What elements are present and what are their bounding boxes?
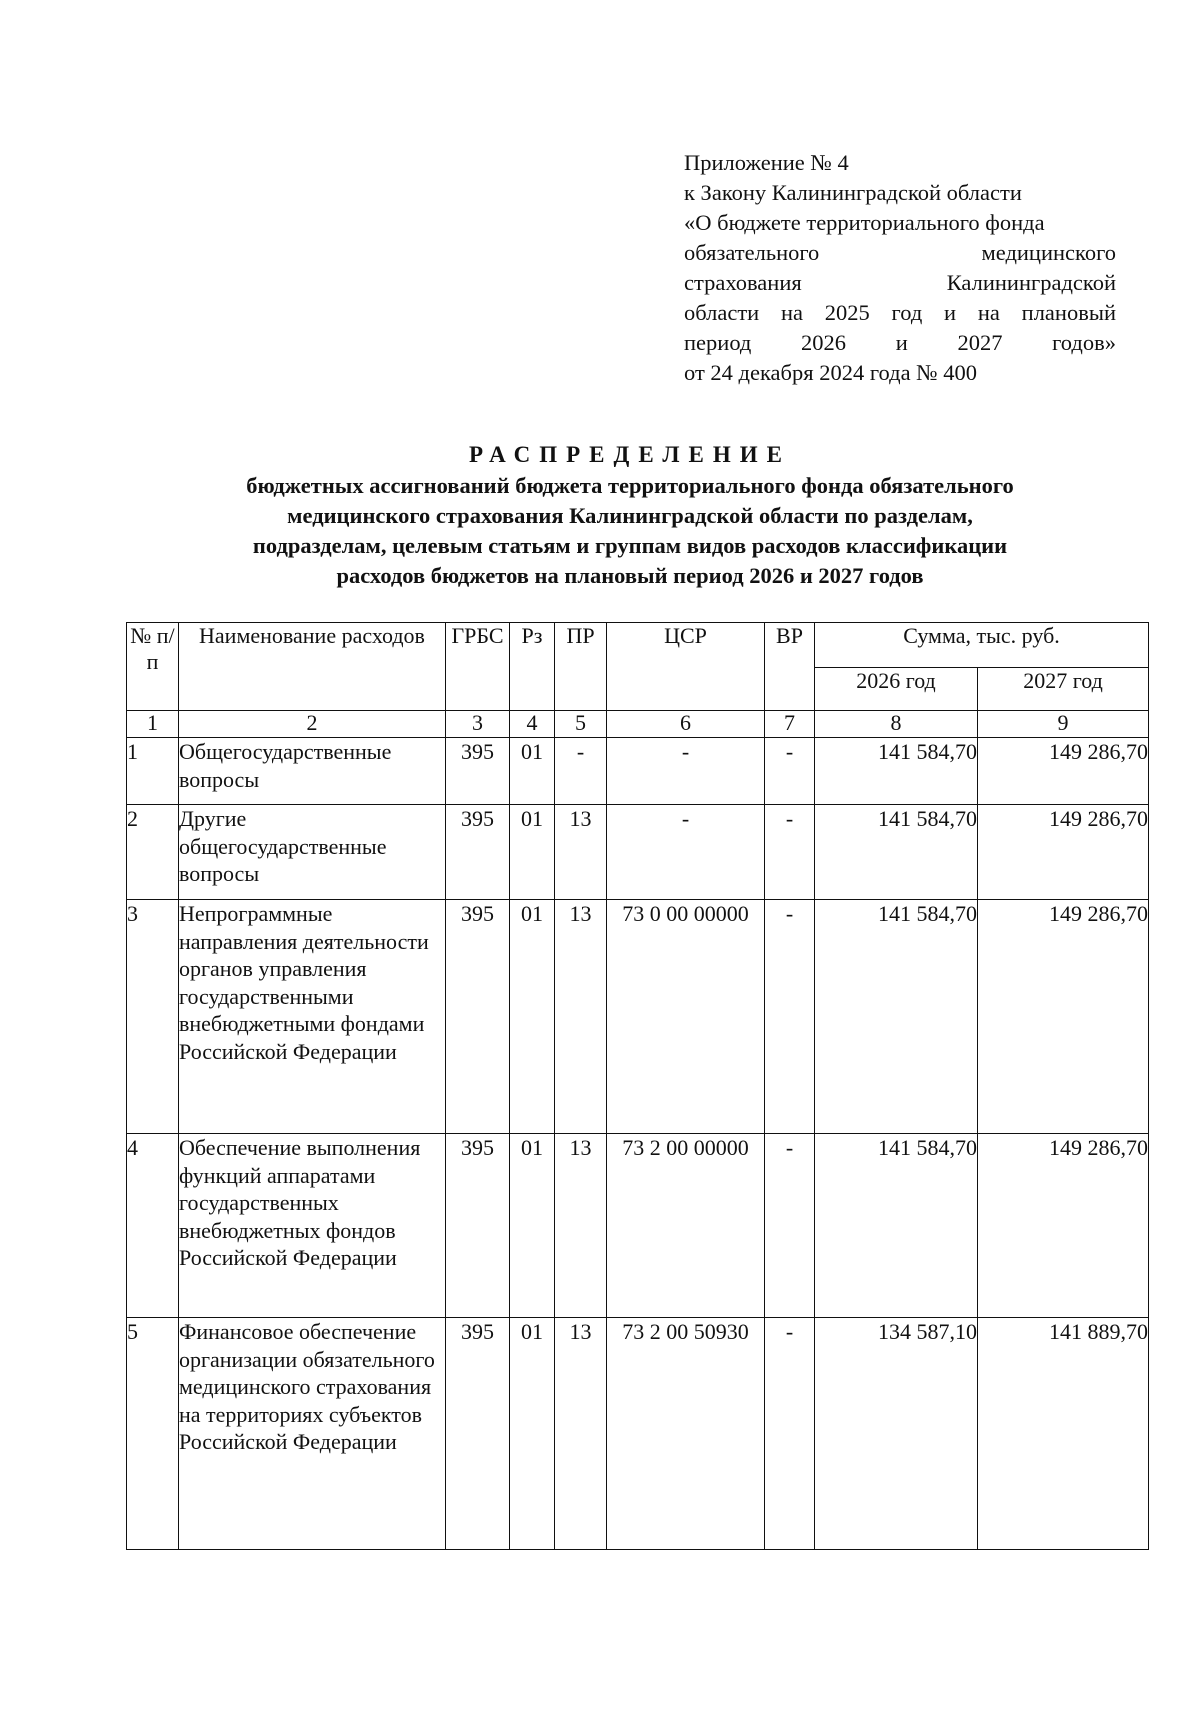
row-sum-2027: 149 286,70	[978, 900, 1149, 1134]
header-csr: ЦСР	[607, 623, 765, 711]
column-number: 1	[127, 711, 179, 738]
column-number-row	[127, 711, 1149, 738]
row-sum-2026: 141 584,70	[815, 1134, 978, 1318]
header-sum: Сумма, тыс. руб.	[815, 623, 1149, 668]
row-rz: 01	[510, 805, 555, 900]
column-number: 7	[765, 711, 815, 738]
header-rz: Рз	[510, 623, 555, 711]
row-number: 1	[127, 738, 179, 805]
row-name: Другие общегосударственные вопросы	[179, 805, 446, 900]
table-row	[127, 1318, 1149, 1550]
table-row	[127, 805, 1149, 900]
row-grbs: 395	[446, 738, 510, 805]
row-sum-2027: 149 286,70	[978, 738, 1149, 805]
appendix-line: от 24 декабря 2024 года № 400	[684, 360, 978, 385]
row-number: 2	[127, 805, 179, 900]
row-sum-2026: 141 584,70	[815, 900, 978, 1134]
row-vr: -	[765, 738, 815, 805]
header-vr: ВР	[765, 623, 815, 711]
row-csr: -	[607, 738, 765, 805]
table-row	[127, 1134, 1149, 1318]
appendix-block	[684, 148, 1116, 388]
appendix-line: Приложение № 4	[684, 150, 849, 175]
title-line: расходов бюджетов на плановый период 2026 и 2027 годов	[336, 563, 924, 588]
row-pr: 13	[555, 1134, 607, 1318]
row-number: 3	[127, 900, 179, 1134]
appendix-line: области на 2025 год и на плановый	[684, 300, 1116, 325]
row-vr: -	[765, 900, 815, 1134]
appendix-line: «О бюджете территориального фонда	[684, 210, 1045, 235]
title-heading: РАСПРЕДЕЛЕНИЕ	[469, 442, 791, 467]
column-number: 2	[179, 711, 446, 738]
column-number: 4	[510, 711, 555, 738]
title-line: подразделам, целевым статьям и группам видов расходов классификации	[252, 533, 1008, 558]
row-sum-2027: 141 889,70	[978, 1318, 1149, 1550]
row-name: Непрограммные направления деятельности органов управления государственными внебюджетными фондами Российской Федерации	[179, 900, 446, 1134]
row-vr: -	[765, 1318, 815, 1550]
row-vr: -	[765, 1134, 815, 1318]
table-row	[127, 900, 1149, 1134]
row-number: 5	[127, 1318, 179, 1550]
row-csr: 73 2 00 00000	[607, 1134, 765, 1318]
column-number: 8	[815, 711, 978, 738]
row-sum-2027: 149 286,70	[978, 1134, 1149, 1318]
row-grbs: 395	[446, 1134, 510, 1318]
appendix-line: обязательного медицинского	[684, 240, 1116, 265]
appendix-line: период 2026 и 2027 годов»	[684, 330, 1116, 355]
row-pr: -	[555, 738, 607, 805]
header-no: № п/п	[127, 623, 179, 711]
table-row	[127, 738, 1149, 805]
row-sum-2027: 149 286,70	[978, 805, 1149, 900]
row-rz: 01	[510, 1318, 555, 1550]
row-name: Обеспечение выполнения функций аппаратами государственных внебюджетных фондов Российской Федерации	[179, 1134, 446, 1318]
header-name: Наименование расходов	[179, 623, 446, 711]
document-title	[140, 440, 1120, 591]
row-rz: 01	[510, 738, 555, 805]
row-sum-2026: 141 584,70	[815, 805, 978, 900]
row-rz: 01	[510, 1134, 555, 1318]
row-csr: -	[607, 805, 765, 900]
budget-table	[126, 622, 1149, 1550]
header-year-2027: 2027 год	[978, 668, 1149, 711]
row-sum-2026: 141 584,70	[815, 738, 978, 805]
title-line: бюджетных ассигнований бюджета территориального фонда обязательного	[246, 473, 1014, 498]
header-pr: ПР	[555, 623, 607, 711]
row-pr: 13	[555, 805, 607, 900]
row-grbs: 395	[446, 1318, 510, 1550]
title-line: медицинского страхования Калининградской области по разделам,	[287, 503, 973, 528]
appendix-line: страхования Калининградской	[684, 270, 1116, 295]
row-rz: 01	[510, 900, 555, 1134]
column-number: 3	[446, 711, 510, 738]
row-grbs: 395	[446, 900, 510, 1134]
row-csr: 73 2 00 50930	[607, 1318, 765, 1550]
row-csr: 73 0 00 00000	[607, 900, 765, 1134]
column-number: 5	[555, 711, 607, 738]
appendix-line: к Закону Калининградской области	[684, 180, 1022, 205]
column-number: 9	[978, 711, 1149, 738]
row-pr: 13	[555, 1318, 607, 1550]
header-year-2026: 2026 год	[815, 668, 978, 711]
row-name: Общегосударственные вопросы	[179, 738, 446, 805]
row-name: Финансовое обеспечение организации обязательного медицинского страхования на территориях субъектов Российской Федерации	[179, 1318, 446, 1550]
row-pr: 13	[555, 900, 607, 1134]
row-vr: -	[765, 805, 815, 900]
header-grbs: ГРБС	[446, 623, 510, 711]
row-number: 4	[127, 1134, 179, 1318]
column-number: 6	[607, 711, 765, 738]
row-sum-2026: 134 587,10	[815, 1318, 978, 1550]
row-grbs: 395	[446, 805, 510, 900]
